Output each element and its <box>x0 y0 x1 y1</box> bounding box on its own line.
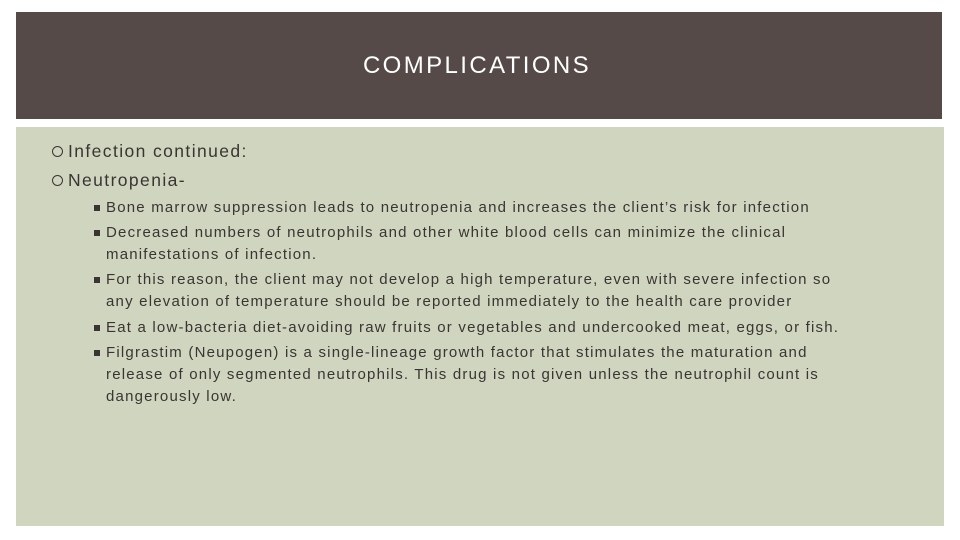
sub-bullet <box>94 342 934 408</box>
bullet-line: For this reason, the client may not develop a high temperature, even with severe infection so <box>106 271 832 288</box>
square-bullet-icon <box>94 350 100 356</box>
sub-bullet <box>94 222 934 266</box>
bullet-line: manifestations of infection. <box>106 246 318 263</box>
bullet-line: any elevation of temperature should be reported immediately to the health care provider <box>106 293 793 310</box>
square-bullet-icon <box>94 325 100 331</box>
sub-bullet <box>94 197 934 219</box>
bullet-line: release of only segmented neutrophils. This drug is not given unless the neutrophil count is <box>106 366 819 383</box>
circle-bullet-icon <box>52 175 63 186</box>
sub-bullet <box>94 269 934 313</box>
title-bar <box>16 12 942 119</box>
square-bullet-icon <box>94 205 100 211</box>
level1-item <box>52 141 248 162</box>
level1-text: Neutropenia- <box>68 170 186 190</box>
square-bullet-icon <box>94 230 100 236</box>
bullet-line: Eat a low-bacteria diet-avoiding raw fruits or vegetables and undercooked meat, eggs, or fish. <box>106 319 840 336</box>
sub-bullet <box>94 317 934 339</box>
bullet-line: Bone marrow suppression leads to neutropenia and increases the client’s risk for infection <box>106 199 810 216</box>
content-area <box>16 127 944 526</box>
bullet-line: Filgrastim (Neupogen) is a single-lineage growth factor that stimulates the maturation and <box>106 344 808 361</box>
level1-item <box>52 170 186 191</box>
bullet-line: Decreased numbers of neutrophils and other white blood cells can minimize the clinical <box>106 224 787 241</box>
circle-bullet-icon <box>52 146 63 157</box>
level1-text: Infection continued: <box>68 141 248 161</box>
slide-title: COMPLICATIONS <box>362 51 592 79</box>
square-bullet-icon <box>94 277 100 283</box>
bullet-line: dangerously low. <box>106 388 237 405</box>
